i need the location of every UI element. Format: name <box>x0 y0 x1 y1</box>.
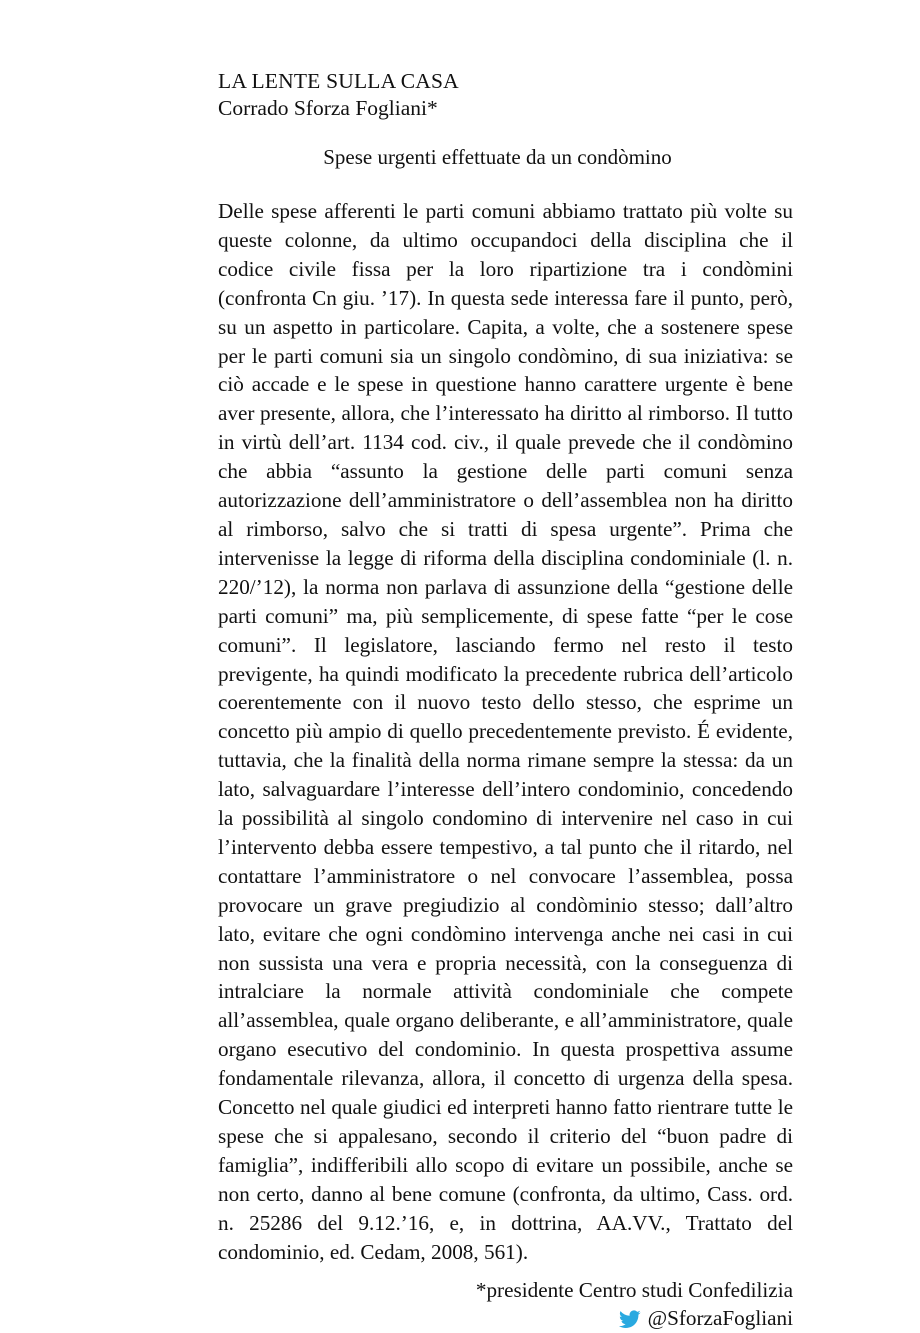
column-title: LA LENTE SULLA CASA <box>218 69 459 93</box>
article-page <box>218 0 793 1331</box>
masthead <box>218 68 793 122</box>
twitter-handle-text: @SforzaFogliani <box>647 1306 793 1331</box>
twitter-handle-line <box>218 1304 793 1333</box>
twitter-bird-icon <box>619 1310 641 1329</box>
author-byline: Corrado Sforza Fogliani* <box>218 96 438 120</box>
signature-block <box>218 1276 793 1333</box>
article-subtitle: Spese urgenti effettuate da un condòmino <box>323 145 672 169</box>
article-body-paragraph: Delle spese afferenti le parti comuni abbiamo trattato più volte su queste colonne, da ultimo occupandoci della disciplina che il codice civile fissa per la loro ripartizione tra i condòmini (confronta Cn giu. ’17). In questa sede interessa fare il punto, però, su un aspetto in particolare. Capita, a volte, che a sostenere spese per le parti comuni sia un singolo condòmino, di sua iniziativa: se ciò accade e le spese in questione hanno carattere urgente è bene aver presente, allora, che l’interessato ha diritto al rimborso. Il tutto in virtù dell’art. 1134 cod. civ., il quale prevede che il condòmino che abbia “assunto la gestione delle parti comuni senza autorizzazione dell’amministratore o dell’assemblea non ha diritto al rimborso, salvo che si tratti di spesa urgente”. Prima che intervenisse la legge di riforma della disciplina condominiale (l. n. 220/’12), la norma non parlava di assunzione della “gestione delle parti comuni” ma, più semplicemente, di spese fatte “per le cose comuni”. Il legislatore, lasciando fermo nel resto il testo previgente, ha quindi modificato la precedente rubrica dell’articolo coerentemente con il nuovo testo dello stesso, che esprime un concetto più ampio di quello precedentemente previsto. É evidente, tuttavia, che la finalità della norma rimane sempre la stessa: da un lato, salvaguardare l’interesse dell’intero condominio, concedendo la possibilità al singolo condomino di intervenire nel caso in cui l’intervento debba essere tempestivo, a tal punto che il ritardo, nel contattare l’amministratore o nel convocare l’assemblea, possa provocare un grave pregiudizio al condòminio stesso; dall’altro lato, evitare che ogni condòmino intervenga anche nei casi in cui non sussista una vera e propria necessità, con la conseguenza di intralciare la normale attività condominiale che compete all’assemblea, quale organo deliberante, e all’amministratore, quale organo esecutivo del condominio. In questa prospettiva assume fondamentale rilevanza, allora, il concetto di urgenza della spesa. Concetto nel quale giudici ed interpreti hanno fatto rientrare tutte le spese che si appalesano, secondo il criterio del “buon padre di famiglia”, indifferibili allo scopo di evitare un possibile, anche se non certo, danno al bene comune (confronta, da ultimo, Cass. ord. n. 25286 del 9.12.’16, e, in dottrina, AA.VV., Trattato del condominio, ed. Cedam, 2008, 561). <box>218 199 793 1264</box>
author-role: *presidente Centro studi Confedilizia <box>475 1277 793 1302</box>
